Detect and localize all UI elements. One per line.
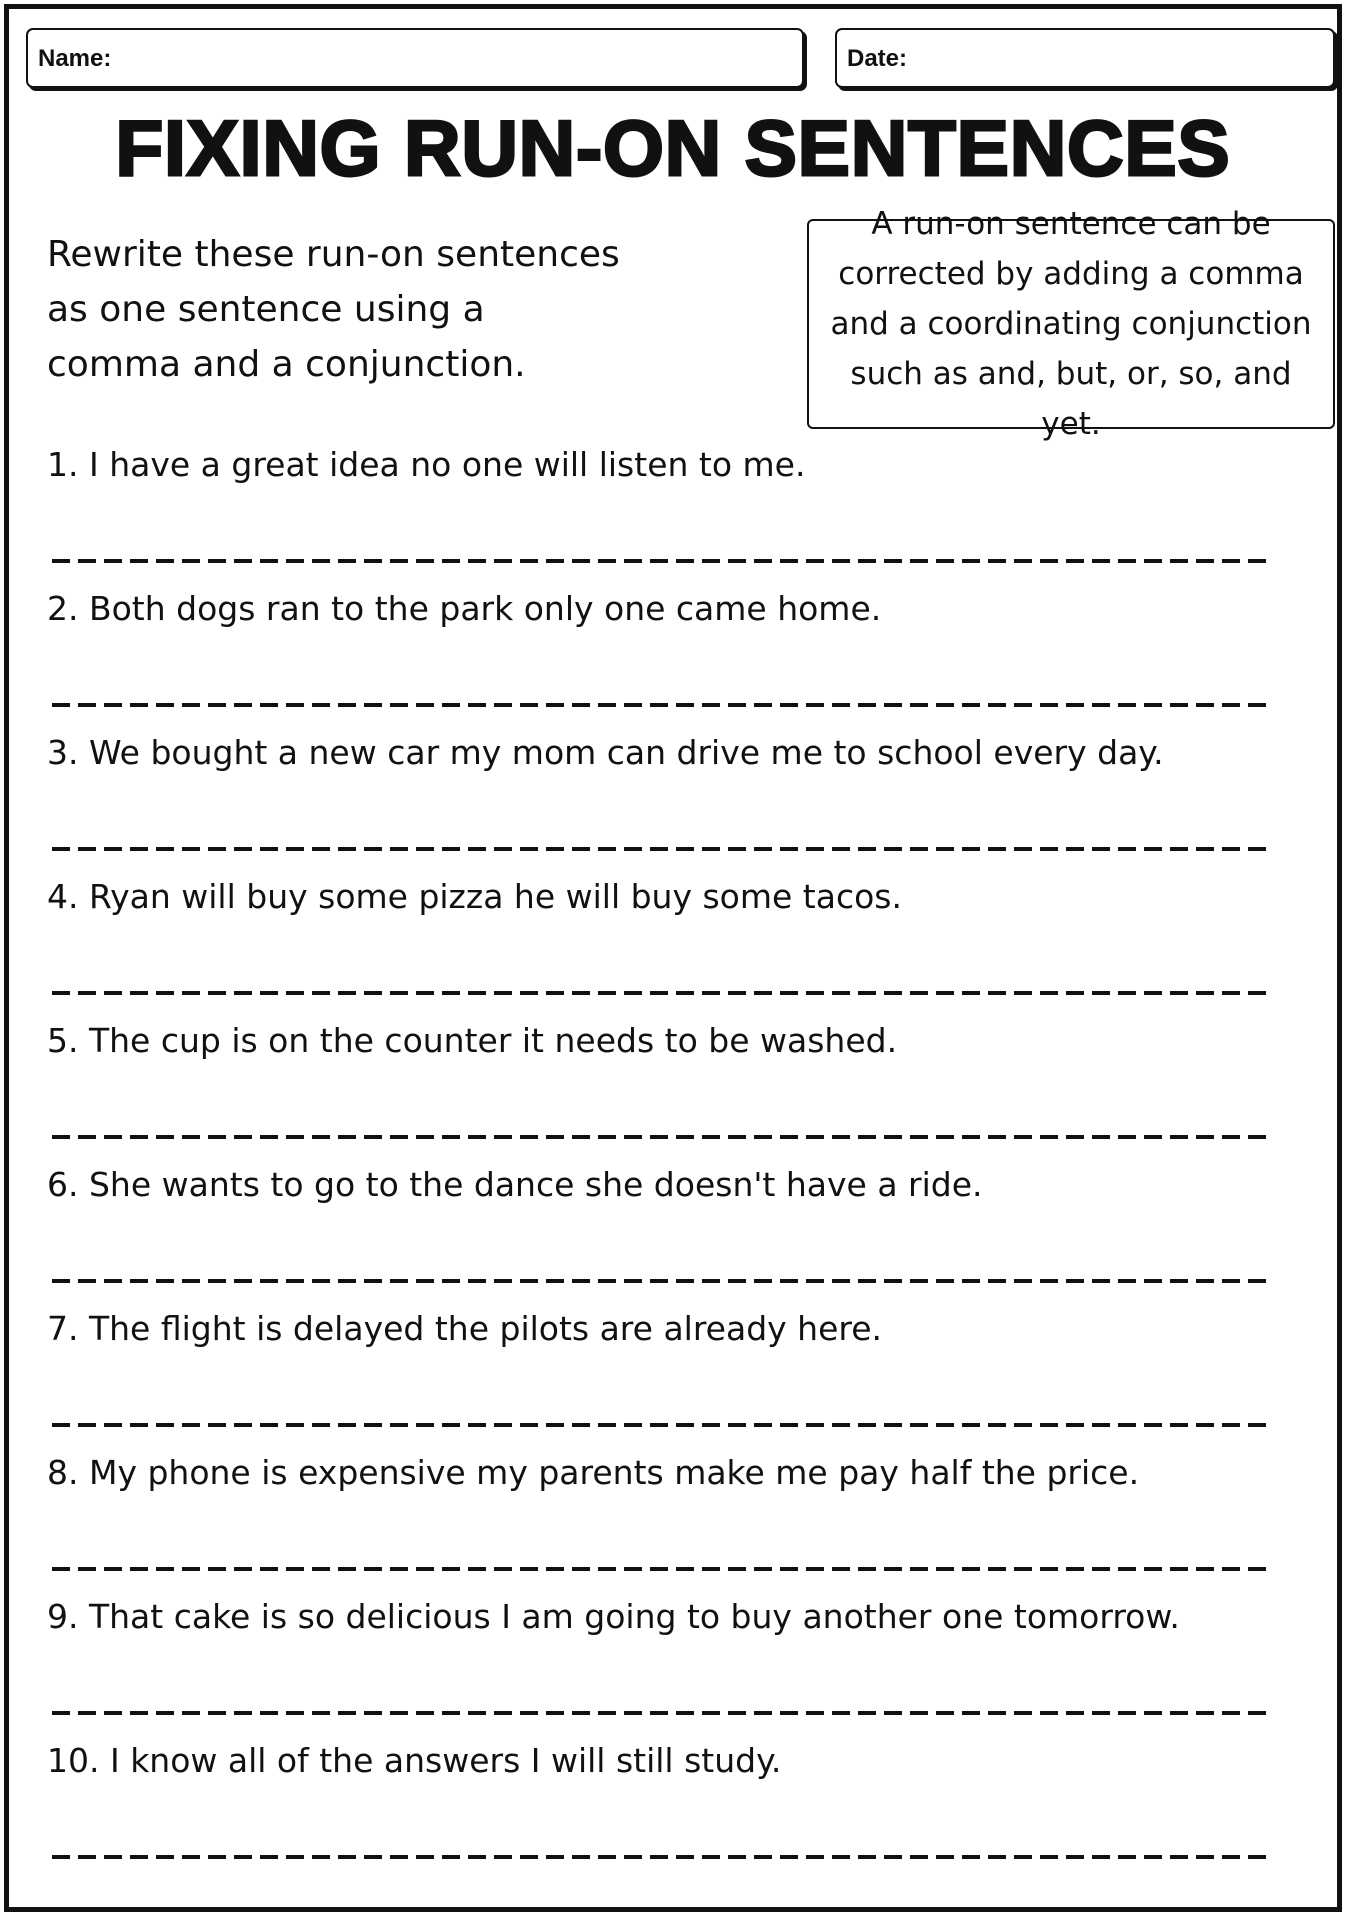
question-item: 10. I know all of the answers I will still study.: [47, 1741, 782, 1780]
answer-line[interactable]: [52, 991, 1272, 995]
answer-line[interactable]: [52, 703, 1272, 707]
name-label: Name:: [38, 45, 112, 72]
worksheet-title: FIXING RUN-ON SENTENCES: [115, 104, 1231, 192]
answer-line[interactable]: [52, 1855, 1272, 1859]
question-item: 3. We bought a new car my mom can drive me to school every day.: [47, 733, 1164, 772]
tip-text: A run-on sentence can be corrected by adding a comma and a coordinating conjunction such as and, but, or, so, and yet.: [830, 206, 1312, 442]
tip-box: [807, 206, 1335, 442]
answer-line[interactable]: [52, 847, 1272, 851]
question-item: 6. She wants to go to the dance she doesn't have a ride.: [47, 1165, 983, 1204]
date-field[interactable]: [835, 28, 1335, 88]
answer-line[interactable]: [52, 559, 1272, 563]
answer-line[interactable]: [52, 1279, 1272, 1283]
answer-line[interactable]: [52, 1135, 1272, 1139]
date-label: Date:: [847, 45, 908, 72]
question-item: 1. I have a great idea no one will listen to me.: [47, 445, 806, 484]
question-item: 4. Ryan will buy some pizza he will buy some tacos.: [47, 877, 902, 916]
question-item: 5. The cup is on the counter it needs to be washed.: [47, 1021, 898, 1060]
answer-line[interactable]: [52, 1423, 1272, 1427]
name-field[interactable]: [26, 28, 804, 88]
question-item: 8. My phone is expensive my parents make me pay half the price.: [47, 1453, 1140, 1492]
instructions-text: Rewrite these run-on sentences as one sentence using a comma and a conjunction.: [47, 234, 620, 385]
answer-line[interactable]: [52, 1711, 1272, 1715]
question-item: 9. That cake is so delicious I am going to buy another one tomorrow.: [47, 1597, 1180, 1636]
question-item: 7. The flight is delayed the pilots are already here.: [47, 1309, 883, 1348]
answer-line[interactable]: [52, 1567, 1272, 1571]
question-item: 2. Both dogs ran to the park only one came home.: [47, 589, 882, 628]
worksheet-page: [4, 4, 1342, 1912]
